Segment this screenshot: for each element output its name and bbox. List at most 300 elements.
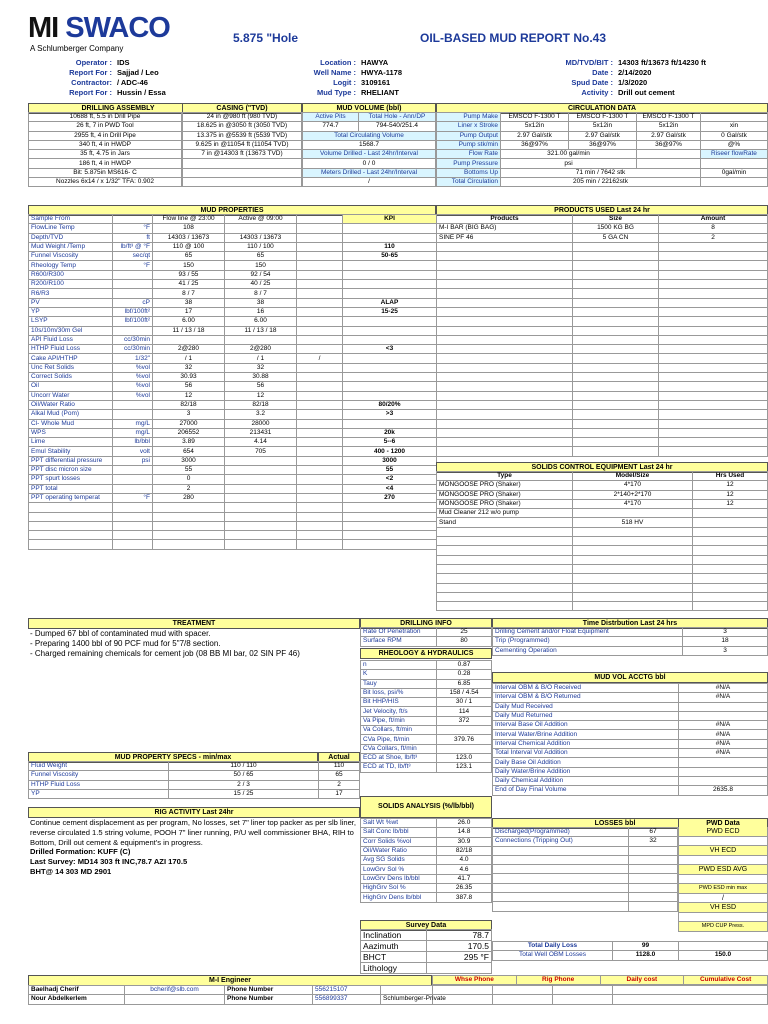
rheo-label: K: [361, 670, 437, 679]
loss-value: [629, 883, 678, 892]
cell: [29, 503, 113, 512]
info-row: Spud Date : 1/3/2020: [571, 78, 648, 87]
prop-unit: °F: [113, 261, 153, 270]
prop-flowline: 110 @ 100: [153, 242, 225, 251]
casing-item: [183, 159, 302, 168]
treatment-line: - Preparing 1400 bbl of 90 PCF mud for 5"7/8 section.: [30, 639, 221, 648]
loss-value: [629, 855, 678, 864]
survey-label: Aazimuth: [361, 941, 427, 952]
solids-label: HighGrv Sol %: [361, 884, 437, 893]
acctg-label: Interval OBM & B/O Received: [493, 684, 679, 693]
prop-label: R6/R3: [29, 289, 113, 298]
engineer-table: [28, 985, 768, 1005]
prop-extra: [297, 363, 343, 372]
loss-value: [629, 865, 678, 874]
product-name: [437, 354, 573, 363]
prop-label: WPS: [29, 428, 113, 437]
acctg-value: [679, 702, 768, 711]
prop-label: API Fluid Loss: [29, 335, 113, 344]
solids-analysis-table: [360, 818, 492, 903]
loss-label: [493, 893, 629, 902]
prop-kpi: <3: [343, 345, 437, 354]
section-casing: CASING ("TVD): [182, 103, 302, 114]
cell: [225, 540, 297, 549]
assembly-item: 186 ft, 4 in HWDP: [29, 159, 182, 168]
prop-label: PPT total: [29, 484, 113, 493]
cell: [437, 555, 573, 564]
loss-value: [629, 902, 678, 911]
acctg-label: Interval Base Oil Addition: [493, 721, 679, 730]
prop-flowline: 82/18: [153, 400, 225, 409]
product-name: [437, 447, 573, 456]
rheology-table: [360, 660, 492, 773]
phone-label: Phone Number: [225, 986, 313, 995]
cell: [297, 512, 343, 521]
prop-unit: lb/bbl: [113, 438, 153, 447]
rheo-value: 0.87: [437, 661, 492, 670]
prop-kpi: 50-65: [343, 252, 437, 261]
cell: [343, 540, 437, 549]
product-name: [437, 335, 573, 344]
phone-label: Phone Number: [225, 995, 313, 1004]
prop-kpi: [343, 335, 437, 344]
prop-extra: [297, 447, 343, 456]
circ-label: Pump Output: [437, 131, 501, 140]
loss-value: [629, 874, 678, 883]
prop-unit: 1/32": [113, 354, 153, 363]
tcv-label: Total Circulating Volume: [303, 131, 436, 140]
prop-flowline: 108: [153, 224, 225, 233]
prop-extra: [297, 335, 343, 344]
flow-rate-value: 321.00 gal/min: [501, 150, 637, 159]
active-pits-value: 774.7: [303, 122, 359, 131]
circ-label: Pump Make: [437, 113, 501, 122]
pwd-item: MPD CUP Press.: [678, 922, 768, 932]
prop-kpi: >3: [343, 410, 437, 419]
prop-unit: %vol: [113, 363, 153, 372]
cell: [343, 512, 437, 521]
product-name: [437, 242, 573, 251]
spec-label: Fluid Weight: [29, 762, 169, 771]
prop-active: 6.00: [225, 317, 297, 326]
prop-active: 2@280: [225, 345, 297, 354]
prop-label: FlowLine Temp: [29, 224, 113, 233]
active-head: Active @ 09:00: [225, 215, 297, 224]
info-row: Well Name : HWYA-1178: [313, 68, 402, 77]
info-row: Report For : Sajjad / Leo: [69, 68, 159, 77]
mud-properties-table: [28, 214, 437, 550]
prop-unit: [113, 270, 153, 279]
cell: [573, 602, 693, 611]
prop-label: Cake API/HTHP: [29, 354, 113, 363]
product-amount: [659, 242, 768, 251]
product-amount: [659, 419, 768, 428]
cell: [113, 521, 153, 530]
prop-label: PV: [29, 298, 113, 307]
prop-flowline: 3.89: [153, 438, 225, 447]
product-name: [437, 382, 573, 391]
prop-kpi: [343, 233, 437, 242]
cell: [343, 503, 437, 512]
prop-flowline: 41 / 25: [153, 280, 225, 289]
product-name: [437, 400, 573, 409]
cell: [493, 986, 553, 995]
vol-acctg-table: [492, 683, 768, 796]
assembly-item: 35 ft, 4.75 in Jars: [29, 150, 182, 159]
spec-label: HTHP Fluid Loss: [29, 780, 169, 789]
prop-flowline: 11 / 13 / 18: [153, 326, 225, 335]
prop-extra: [297, 261, 343, 270]
mud-volume-table: [302, 112, 436, 187]
prop-extra: [297, 307, 343, 316]
assembly-item: Bit: 5.875in MS616- C: [29, 168, 182, 177]
equip-type: MONGOOSE PRO (Shaker): [437, 499, 573, 508]
pump-4: @%: [701, 140, 768, 149]
section-rig-activity: RIG ACTIVITY Last 24hr: [28, 807, 360, 818]
prop-label: Emul Stability: [29, 447, 113, 456]
product-amount: [659, 345, 768, 354]
acctg-label: Total Interval Vol Addition: [493, 749, 679, 758]
acctg-value: #N/A: [679, 739, 768, 748]
prop-kpi: [343, 326, 437, 335]
prop-active: [225, 466, 297, 475]
prop-flowline: 32: [153, 363, 225, 372]
loss-label: [493, 883, 629, 892]
section-treatment: TREATMENT: [28, 618, 360, 629]
product-amount: [659, 307, 768, 316]
company-tagline: A Schlumberger Company: [30, 44, 124, 53]
model-head: Model/Size: [573, 472, 693, 481]
drilling-assembly-table: [28, 112, 182, 187]
pump-1: 2.97 Gal/stk: [501, 131, 569, 140]
drill-info-label: Surface RPM: [361, 637, 437, 646]
meters-drilled-label: Meters Drilled - Last 24hr/Interval: [303, 168, 436, 177]
prop-active: 28000: [225, 419, 297, 428]
rheo-label: CVa Collars, ft/min: [361, 744, 437, 753]
rheo-value: 0.28: [437, 670, 492, 679]
product-size: [573, 363, 659, 372]
prop-unit: psi: [113, 456, 153, 465]
equip-model: 2*140+2*170: [573, 490, 693, 499]
acctg-label: Daily Base Oil Addition: [493, 758, 679, 767]
prop-kpi: 55: [343, 466, 437, 475]
cell: [493, 995, 553, 1004]
info-row: Mud Type : RHELIANT: [316, 88, 399, 97]
cell: [437, 546, 573, 555]
rheo-value: 30 / 1: [437, 698, 492, 707]
product-amount: [659, 382, 768, 391]
prop-active: 11 / 13 / 18: [225, 326, 297, 335]
pwd-item: VH ESD: [678, 903, 768, 913]
cell: [693, 546, 768, 555]
prop-active: 40 / 25: [225, 280, 297, 289]
prop-kpi: ALAP: [343, 298, 437, 307]
assembly-item: 2955 ft, 4 in Drill Pipe: [29, 131, 182, 140]
prop-active: 92 / 54: [225, 270, 297, 279]
spec-actual: 65: [319, 771, 360, 780]
assembly-item: Nozzles 6x14 / x 1/32" TFA: 0.902: [29, 178, 182, 187]
info-row: Date : 2/14/2020: [592, 68, 652, 77]
prop-flowline: 150: [153, 261, 225, 270]
cell: [693, 537, 768, 546]
prop-kpi: 80/20%: [343, 400, 437, 409]
cell: [113, 215, 153, 224]
total-daily-loss-value: 99: [613, 942, 679, 951]
product-size: [573, 270, 659, 279]
prop-label: PPT differential pressure: [29, 456, 113, 465]
loss-label: Connections (Tripping Out): [493, 837, 629, 846]
solids-value: 4.0: [437, 856, 492, 865]
prop-extra: [297, 224, 343, 233]
product-amount: [659, 326, 768, 335]
treatment-line: - Dumped 67 bbl of contaminated mud with spacer.: [30, 629, 211, 638]
acctg-label: Daily Mud Returned: [493, 711, 679, 720]
cell: [29, 512, 113, 521]
prop-unit: [113, 410, 153, 419]
pump-2: 36@97%: [569, 140, 637, 149]
prop-unit: lb/ft³ @ °F: [113, 242, 153, 251]
prop-flowline: 654: [153, 447, 225, 456]
cell: [573, 527, 693, 536]
pump-3: EMSCO F-1300 T: [637, 113, 701, 122]
riser-label: Riseer flowRate: [701, 150, 768, 159]
pump-pressure-value: psi: [501, 159, 637, 168]
survey-value: [426, 963, 492, 974]
section-rheology: RHEOLOGY & HYDRAULICS: [360, 648, 492, 659]
prop-extra: [297, 280, 343, 289]
prop-unit: sec/qt: [113, 252, 153, 261]
pump-3: 2.97 Gal/stk: [637, 131, 701, 140]
spec-label: Funnel Viscosity: [29, 771, 169, 780]
section-pwd: PWD Data: [678, 818, 768, 829]
acctg-label: Interval Chemical Addition: [493, 739, 679, 748]
prop-kpi: 15-25: [343, 307, 437, 316]
survey-value: 78.7: [426, 930, 492, 941]
product-size: [573, 438, 659, 447]
prop-unit: [113, 400, 153, 409]
prop-unit: %vol: [113, 391, 153, 400]
cost-header: [432, 975, 768, 985]
info-row: Report For : Hussin / Essa: [69, 88, 166, 97]
acctg-label: Daily Chemical Addition: [493, 776, 679, 785]
prop-kpi: [343, 382, 437, 391]
prop-label: PPT operating temperat: [29, 493, 113, 502]
section-specs: MUD PROPERTY SPECS - min/max: [28, 752, 318, 763]
prop-extra: [297, 391, 343, 400]
loss-label: [493, 902, 629, 911]
survey-value: 295 °F: [426, 952, 492, 963]
product-size: [573, 289, 659, 298]
equip-hrs: [693, 509, 768, 518]
prop-kpi: 110: [343, 242, 437, 251]
pump-pressure-label: Pump Pressure: [437, 159, 501, 168]
pump-4: 0 Gal/stk: [701, 131, 768, 140]
acctg-label: Daily Mud Received: [493, 702, 679, 711]
prop-active: 32: [225, 363, 297, 372]
circ-label: Liner x Stroke: [437, 122, 501, 131]
product-name: [437, 289, 573, 298]
solids-label: LowGrv Sol %: [361, 865, 437, 874]
cost-head: Cumulative Cost: [684, 976, 768, 985]
prop-extra: [297, 428, 343, 437]
spec-actual: 2: [319, 780, 360, 789]
prop-active: 4.14: [225, 438, 297, 447]
acctg-value: #N/A: [679, 721, 768, 730]
acctg-value: #N/A: [679, 749, 768, 758]
prop-active: [225, 456, 297, 465]
spec-label: YP: [29, 789, 169, 798]
rheo-value: 114: [437, 707, 492, 716]
cell: [573, 592, 693, 601]
prop-label: YP: [29, 307, 113, 316]
section-solids-analysis: SOLIDS ANALYSIS (%/lb/bbl): [360, 796, 492, 818]
cell: [297, 215, 343, 224]
pwd-item: PWD ESD min max: [678, 884, 768, 894]
product-amount: [659, 428, 768, 437]
product-name: [437, 317, 573, 326]
report-title: OIL-BASED MUD REPORT No.43: [420, 31, 607, 45]
pump-2: 2.97 Gal/stk: [569, 131, 637, 140]
pump-4: xin: [701, 122, 768, 131]
cell: [573, 583, 693, 592]
type-head: Type: [437, 472, 573, 481]
survey-label: BHCT: [361, 952, 427, 963]
cell: [225, 521, 297, 530]
product-name: [437, 326, 573, 335]
spec-range: 50 / 65: [169, 771, 319, 780]
acctg-value: #N/A: [679, 693, 768, 702]
product-amount: 2: [659, 233, 768, 242]
prop-active: [225, 475, 297, 484]
total-well-losses-label: Total Well OBM Losses: [493, 951, 613, 960]
prop-active: [225, 335, 297, 344]
solids-value: 41.7: [437, 874, 492, 883]
equip-model: [573, 509, 693, 518]
pwd-item: [678, 856, 768, 866]
solids-label: Salt Wt %wt: [361, 819, 437, 828]
prop-extra: [297, 410, 343, 419]
casing-item: 13.375 in @5539 ft (5539 TVD): [183, 131, 302, 140]
cell: [113, 531, 153, 540]
solids-value: 4.6: [437, 865, 492, 874]
pwd-list: [678, 827, 768, 932]
prop-flowline: 3: [153, 410, 225, 419]
section-drilling-info: DRILLING INFO: [360, 618, 492, 629]
prop-extra: [297, 317, 343, 326]
prop-active: 65: [225, 252, 297, 261]
product-size: [573, 242, 659, 251]
prop-active: / 1: [225, 354, 297, 363]
prop-label: PPT spurt losses: [29, 475, 113, 484]
prop-flowline: / 1: [153, 354, 225, 363]
prop-kpi: [343, 261, 437, 270]
prop-label: Uncorr Water: [29, 391, 113, 400]
engineer-email: [125, 995, 225, 1004]
product-size: [573, 252, 659, 261]
time-value: 3: [683, 628, 768, 637]
loss-label: [493, 874, 629, 883]
equip-hrs: 12: [693, 481, 768, 490]
cell: [153, 512, 225, 521]
pump-1: EMSCO F-1300 T: [501, 113, 569, 122]
prop-label: Mud Weight /Temp: [29, 242, 113, 251]
cell: [297, 521, 343, 530]
prop-kpi: [343, 280, 437, 289]
prop-flowline: 56: [153, 382, 225, 391]
pwd-item: VH ECD: [678, 846, 768, 856]
prop-kpi: 270: [343, 493, 437, 502]
total-well-losses-value: 1128.0: [613, 951, 679, 960]
pump-3: 36@97%: [637, 140, 701, 149]
product-name: [437, 261, 573, 270]
acctg-value: [679, 758, 768, 767]
cell: [225, 503, 297, 512]
prop-kpi: [343, 363, 437, 372]
cell: [297, 503, 343, 512]
solids-label: Oil/Water Ratio: [361, 846, 437, 855]
acctg-label: Interval Water/Brine Addition: [493, 730, 679, 739]
prop-kpi: 400 - 1200: [343, 447, 437, 456]
survey-table: [360, 929, 492, 974]
prop-unit: cc/30min: [113, 345, 153, 354]
treatment-text: [30, 629, 358, 659]
loss-label: [493, 855, 629, 864]
product-size: [573, 419, 659, 428]
bottoms-up-label: Bottoms Up: [437, 168, 501, 177]
solids-value: 14.8: [437, 828, 492, 837]
product-name: [437, 345, 573, 354]
cell: [153, 540, 225, 549]
loss-value: [629, 893, 678, 902]
prop-label: LSYP: [29, 317, 113, 326]
equip-type: Stand: [437, 518, 573, 527]
rheo-label: CVa Pipe, ft/min: [361, 735, 437, 744]
time-label: Drilling Cement and/or Float Equipment: [493, 628, 683, 637]
pwd-item: [678, 875, 768, 885]
equip-hrs: 12: [693, 490, 768, 499]
prop-extra: [297, 475, 343, 484]
prop-label: 10s/10m/30m Gel: [29, 326, 113, 335]
mpd-cup-value: 150.0: [679, 951, 768, 960]
drill-info-label: Rate Of Penetration: [361, 628, 437, 637]
product-name: [437, 307, 573, 316]
prop-extra: [297, 493, 343, 502]
prop-unit: mg/L: [113, 419, 153, 428]
loss-value: 32: [629, 837, 678, 846]
prop-flowline: 30.93: [153, 373, 225, 382]
equip-type: MONGOOSE PRO (Shaker): [437, 490, 573, 499]
spec-actual: 110: [319, 762, 360, 771]
circulation-table: [436, 112, 768, 187]
product-name: [437, 391, 573, 400]
size-head: Size: [573, 215, 659, 224]
prop-flowline: 38: [153, 298, 225, 307]
prop-extra: [297, 400, 343, 409]
prop-extra: [297, 382, 343, 391]
prop-unit: %vol: [113, 382, 153, 391]
cell: [437, 592, 573, 601]
product-amount: [659, 335, 768, 344]
section-mud-volume: MUD VOLUME (bbl): [302, 103, 436, 114]
losses-table: [492, 827, 678, 912]
pwd-item: PWD ESD AVG: [678, 865, 768, 875]
acctg-value: #N/A: [679, 684, 768, 693]
product-size: [573, 391, 659, 400]
solids-value: 387.8: [437, 893, 492, 902]
cell: [437, 574, 573, 583]
cell: [553, 995, 613, 1004]
rheo-value: 158 / 4.54: [437, 688, 492, 697]
